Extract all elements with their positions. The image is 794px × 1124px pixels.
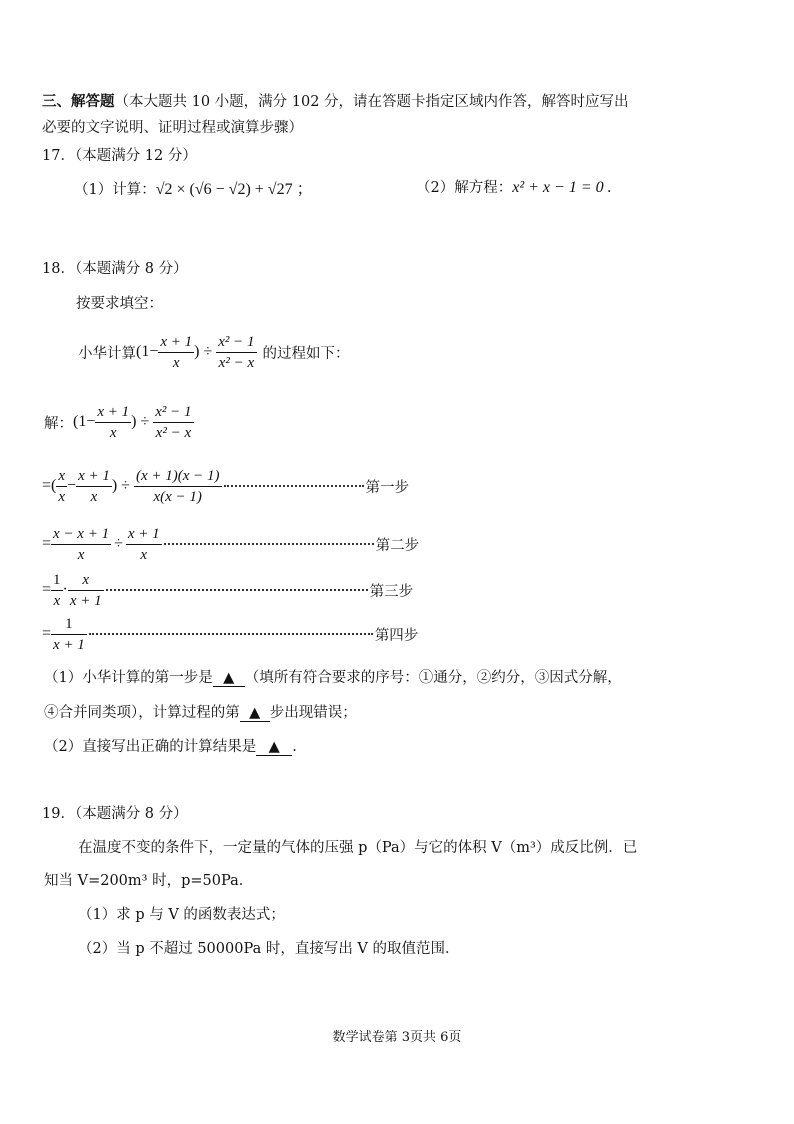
denominator: x [58,488,66,505]
leader-dots [106,589,368,591]
denominator: x [90,488,98,505]
q17-header: 17．（本题满分 12 分） [42,148,197,164]
paren: ) [131,413,137,430]
q19-part2: （2）当 p 不超过 50000Pa 时，直接写出 V 的取值范围． [78,941,460,957]
numerator: x − x + 1 [51,525,111,545]
q17-part2 [416,176,612,197]
equals-sign: = [42,625,52,642]
denominator: x² − x [218,354,255,371]
q17-part2-expr: x² + x − 1 = 0 . [512,179,612,196]
page-footer: 数学试卷第 3页共 6页 [332,1030,462,1045]
denominator: x [77,546,85,563]
q18-sub2-text: （2）直接写出正确的计算结果是 [44,739,257,755]
equals-sign: = [42,535,52,552]
q18-header: 18．（本题满分 8 分） [42,261,188,277]
leader-dots [164,543,374,545]
q18-calc-line [78,330,350,374]
numerator: x² − 1 [153,403,193,423]
denominator: x(x − 1) [153,488,202,505]
q17-part1-label: （1）计算： [74,182,156,198]
fraction [76,467,112,506]
paren: ( [51,477,57,494]
paren: ( [73,413,79,430]
q18-sub1-text-d: 步出现错误； [269,705,357,721]
denominator: x [172,354,180,371]
numerator: 1 [51,571,63,591]
q18-sub1-line1 [44,666,622,687]
fraction [51,571,63,610]
denominator: x + 1 [53,636,85,653]
fraction [134,467,222,506]
answer-blank[interactable]: ▲ [256,739,292,756]
step-label: 第三步 [369,583,414,600]
minus-sign: − [149,343,159,360]
numerator: x [56,467,67,487]
q18-sub2-end: . [292,739,297,755]
q19-body-line1: 在温度不变的条件下，一定量的气体的压强 p（Pa）与它的体积 V（m³）成反比例．已 [78,840,638,856]
numerator: x + 1 [126,525,162,545]
paren: ) [194,343,200,360]
q18-step1 [42,464,409,508]
q18-solution-line [44,400,194,444]
paren: ( [136,343,142,360]
minus-sign: − [86,413,96,430]
divide-sign: ÷ [203,343,213,360]
divide-sign: ÷ [121,477,130,494]
q18-calc-prefix: 小华计算 [78,345,136,362]
q18-step4 [42,612,418,656]
fraction [51,615,87,654]
denominator: x² − x [155,424,192,441]
equals-sign: = [42,477,52,494]
step-label: 第四步 [374,627,419,644]
fraction [56,467,67,506]
divide-sign: ÷ [140,413,150,430]
numerator: 1 [51,615,87,635]
q19-part1: （1）求 p 与 V 的函数表达式； [78,907,285,923]
step-label: 第一步 [365,479,409,496]
q18-sub1-text-c: ④合并同类项），计算过程的第 [44,705,240,721]
fraction [153,403,193,442]
q19-header: 19．（本题满分 8 分） [42,806,188,822]
fraction [51,525,111,564]
denominator: x [109,424,117,441]
minus-sign: − [67,477,77,494]
q18-sub1-text-a: （1）小华计算的第一步是 [44,670,213,686]
multiply-dot: · [62,581,68,598]
numerator: x [68,571,104,591]
denominator: x + 1 [69,592,102,609]
numerator: x + 1 [76,467,112,487]
one: 1 [141,343,150,360]
fraction [126,525,162,564]
q18-calc-suffix: 的过程如下： [262,345,350,362]
paren: ) [111,477,118,494]
numerator: x + 1 [158,333,194,353]
numerator: (x + 1)(x − 1) [134,467,222,487]
fraction [158,333,194,372]
answer-blank[interactable]: ▲ [213,670,245,687]
denominator: x [140,546,148,563]
q17-part1 [74,176,313,199]
q18-sub1-text-b: （填所有符合要求的序号：①通分，②约分，③因式分解， [244,670,622,686]
section-header [42,90,629,111]
numerator: x + 1 [95,403,131,423]
numerator: x² − 1 [216,333,256,353]
equals-sign: = [42,581,52,598]
section-note-line2: 必要的文字说明、证明过程或演算步骤） [42,120,303,136]
q18-solution-label: 解： [44,415,73,432]
q18-intro: 按要求填空： [76,296,163,312]
section-note-line1: （本大题共 10 小题，满分 102 分，请在答题卡指定区域内作答，解答时应写出 [114,94,629,110]
q17-part1-expr: √2 × (√6 − √2) + √27 ； [155,181,313,198]
section-title: 三、解答题 [42,93,115,110]
fraction [95,403,131,442]
q18-step3 [42,568,413,612]
q18-sub1-line2 [44,701,357,722]
q18-sub2 [44,735,297,756]
leader-dots [89,633,373,635]
q18-step2 [42,522,419,566]
q19-body-line2: 知当 V=200m³ 时，p=50Pa． [44,873,254,889]
leader-dots [224,485,364,487]
step-label: 第二步 [375,537,420,554]
q17-part2-label: （2）解方程： [416,180,513,196]
denominator: x [53,592,61,609]
fraction [68,571,104,610]
fraction [216,333,256,372]
one: 1 [78,413,87,430]
answer-blank[interactable]: ▲ [240,705,270,722]
divide-sign: ÷ [114,535,123,552]
